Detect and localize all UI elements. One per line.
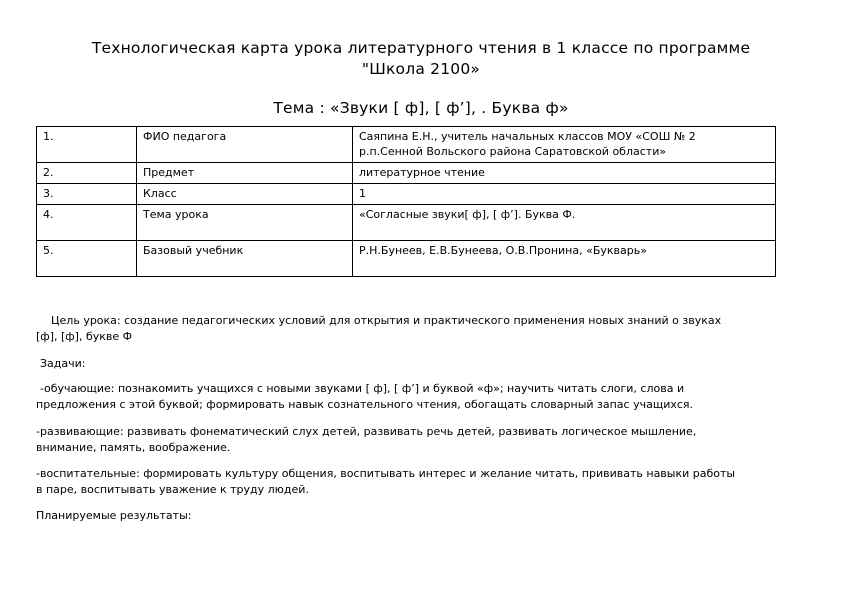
row-value: 1 (353, 184, 776, 205)
title-line-2: "Школа 2100» (361, 60, 481, 78)
tasks-heading: Задачи: (40, 357, 86, 370)
task-line: -воспитательные: формировать культуру общения, воспитывать интерес и желание читать, прививать навыки работы (36, 467, 736, 480)
educational-tasks (36, 466, 788, 497)
teaching-tasks (36, 381, 788, 412)
developing-tasks (36, 424, 788, 455)
lesson-topic-heading: Тема : «Звуки [ ф], [ ф’], . Буква ф» (273, 99, 569, 117)
row-label: ФИО педагога (137, 127, 353, 163)
goal-line: [ф], [ф], букве Ф (36, 329, 133, 343)
row-value: литературное чтение (353, 163, 776, 184)
task-line: предложения с этой буквой; формировать навык сознательного чтения, обогащать словарный запас учащихся. (36, 397, 694, 411)
task-line: -развивающие: развивать фонематический слух детей, развивать речь детей, развивать логическое мышление, (36, 425, 697, 438)
table-row (37, 205, 776, 241)
lesson-info-table (36, 126, 776, 277)
row-number: 1. (37, 127, 137, 163)
document-title (20, 38, 822, 80)
row-number: 5. (37, 241, 137, 277)
goal-line: Цель урока: создание педагогических условий для открытия и практического применения новых знаний о звуках (51, 314, 722, 327)
table-row (37, 184, 776, 205)
planned-results-heading: Планируемые результаты: (36, 509, 192, 522)
table-row (37, 241, 776, 277)
task-line: внимание, память, воображение. (36, 440, 231, 454)
row-label: Класс (137, 184, 353, 205)
title-line-1: Технологическая карта урока литературного чтения в 1 классе по программе (91, 39, 751, 57)
row-number: 3. (37, 184, 137, 205)
task-line: -обучающие: познакомить учащихся с новыми звуками [ ф], [ ф’] и буквой «ф»; научить читать слоги, слова и (40, 382, 685, 395)
task-line: в паре, воспитывать уважение к труду людей. (36, 482, 309, 496)
row-label: Предмет (137, 163, 353, 184)
table-row (37, 127, 776, 163)
row-value-line: Саяпина Е.Н., учитель начальных классов МОУ «СОШ № 2 (359, 130, 696, 143)
row-label: Тема урока (137, 205, 353, 241)
row-value: Р.Н.Бунеев, Е.В.Бунеева, О.В.Пронина, «Букварь» (353, 241, 776, 277)
row-number: 2. (37, 163, 137, 184)
table-row (37, 163, 776, 184)
row-number: 4. (37, 205, 137, 241)
row-value-line: р.п.Сенной Вольского района Саратовской области» (359, 145, 667, 158)
row-value (353, 127, 776, 163)
lesson-goal (36, 313, 788, 344)
row-label: Базовый учебник (137, 241, 353, 277)
row-value: «Согласные звуки[ ф], [ ф’]. Буква Ф. (353, 205, 776, 241)
